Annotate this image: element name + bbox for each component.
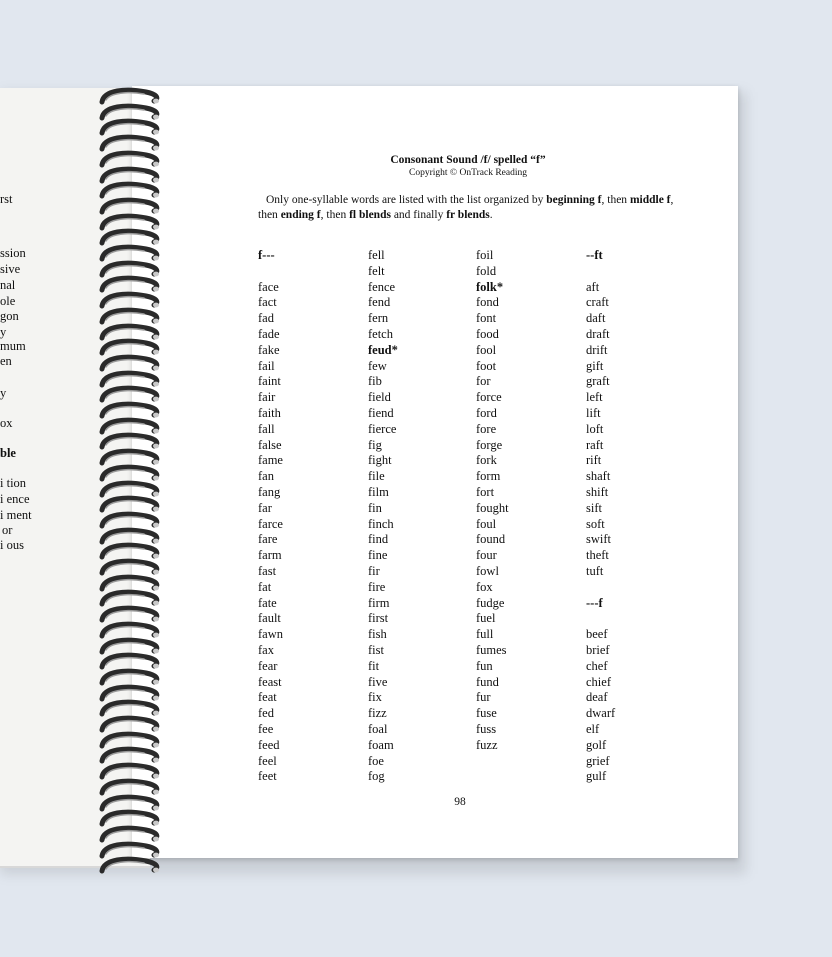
word-list-item: fudge (476, 595, 505, 610)
word-list-item: beef (586, 627, 608, 642)
word-list-item: fax (258, 642, 274, 657)
word-list-item: ford (476, 405, 497, 420)
word-list-item: fine (368, 548, 388, 563)
word-list-item: sift (586, 500, 602, 515)
word-list-item: fiend (368, 405, 394, 420)
word-list-item: fail (258, 358, 275, 373)
word-list-item: left (586, 390, 603, 405)
word-list-item: shaft (586, 469, 611, 484)
word-list-item: fuel (476, 611, 496, 626)
word-list-item: deaf (586, 690, 608, 705)
left-page-fragment: sive (0, 262, 21, 276)
left-page-fragment: en (0, 354, 12, 368)
word-list-item: fair (258, 390, 276, 405)
word-list-item: fire (368, 579, 386, 594)
word-list-item: raft (586, 437, 604, 452)
word-list-item: fig (368, 437, 382, 452)
word-list-item: chief (586, 674, 611, 689)
left-page-fragment: y (0, 386, 7, 400)
word-list-item: form (476, 469, 501, 484)
word-list-item: full (476, 627, 494, 642)
word-list-item: fold (476, 263, 497, 278)
left-page-fragment: ble (0, 446, 16, 460)
word-list-item: first (368, 611, 389, 626)
word-list-item: fin (368, 500, 382, 515)
word-list-item: fare (258, 532, 278, 547)
word-list-item: forge (476, 437, 503, 452)
left-page-fragment: gon (0, 309, 19, 323)
word-column-3 (476, 248, 509, 754)
word-list-item: fan (258, 469, 274, 484)
word-list-item: far (258, 500, 272, 515)
word-list-item: force (476, 390, 502, 405)
word-list-item: fuss (476, 721, 497, 736)
word-list-item (586, 580, 615, 596)
word-list-item: fowl (476, 563, 499, 578)
word-list-item: shift (586, 484, 609, 499)
left-page-fragment: y (0, 325, 7, 339)
word-list-item: fought (476, 500, 509, 515)
word-list-item: fake (258, 342, 280, 357)
word-list-item: fog (368, 769, 385, 784)
word-list-item: foe (368, 753, 384, 768)
left-page-fragment: i ous (0, 538, 24, 552)
word-list-item: false (258, 437, 282, 452)
word-list-item: fumes (476, 642, 507, 657)
word-list-item: fat (258, 579, 272, 594)
word-list-item: fee (258, 721, 274, 736)
word-list-item: fun (476, 658, 493, 673)
word-column-1 (258, 248, 283, 785)
word-list-item: fir (368, 563, 380, 578)
word-list-item: feast (258, 674, 282, 689)
word-list-item: fall (258, 421, 275, 436)
word-list-item: farce (258, 516, 283, 531)
word-list-item: drift (586, 342, 608, 357)
word-list-item: fish (368, 627, 387, 642)
word-list-item: field (368, 390, 391, 405)
left-page-fragment: ole (0, 294, 16, 308)
left-page-fragment: i tion (0, 476, 27, 490)
word-list-item: fame (258, 453, 283, 468)
word-list-item: food (476, 326, 499, 341)
word-list-item: fool (476, 342, 497, 357)
left-page-fragment: i ment (0, 508, 32, 522)
word-list-item: foil (476, 248, 494, 262)
word-list-item: foot (476, 358, 497, 373)
word-list-item: swift (586, 532, 611, 547)
left-page-fragment: nal (0, 278, 16, 292)
word-list-item: foam (368, 737, 394, 752)
word-list-item: fizz (368, 706, 387, 721)
word-list-item: foal (368, 721, 388, 736)
word-list-item: golf (586, 737, 607, 752)
word-list-item: draft (586, 326, 610, 341)
word-list-item: finch (368, 516, 394, 531)
word-list-item: five (368, 674, 388, 689)
word-list-item: theft (586, 548, 609, 563)
word-list-item: fit (368, 658, 380, 673)
word-list-item: fend (368, 295, 391, 310)
word-list-item: faith (258, 405, 281, 420)
word-list-item: fur (476, 690, 491, 705)
word-list-heading: folk* (476, 279, 504, 294)
word-list-item: gulf (586, 769, 607, 784)
word-list-item: fell (368, 248, 385, 262)
word-list-item: fear (258, 658, 278, 673)
word-list-item: four (476, 548, 497, 563)
word-column-4 (586, 248, 615, 785)
word-list-item: aft (586, 279, 600, 294)
word-list-item: feet (258, 769, 277, 784)
intro-paragraph: Only one-syllable words are listed with the list organized by beginning f, then middle f, then ending f, then fl blends and finally fr blends. (258, 194, 674, 221)
word-list-item: fence (368, 279, 396, 294)
word-list-item: tuft (586, 563, 604, 578)
word-list-item: found (476, 532, 506, 547)
word-list-item: fate (258, 595, 277, 610)
word-list-item: for (476, 374, 491, 389)
left-page-fragment: ox (0, 416, 13, 430)
page-number: 98 (454, 796, 466, 808)
word-list-item: fist (368, 642, 384, 657)
word-list-item (586, 264, 615, 280)
word-list-item: few (368, 358, 387, 373)
word-list-item: fuzz (476, 737, 498, 752)
word-list-item: fort (476, 484, 495, 499)
word-list-item: fade (258, 326, 280, 341)
word-list-item: fault (258, 611, 281, 626)
word-list-item: fad (258, 311, 274, 326)
word-list-item: rift (586, 453, 602, 468)
left-page-fragment: i ence (0, 492, 30, 506)
word-list-item: felt (368, 263, 385, 278)
word-list-item: faint (258, 374, 281, 389)
word-list-heading: --ft (586, 248, 603, 262)
word-list-item: fang (258, 484, 281, 499)
word-list-item: daft (586, 311, 606, 326)
word-list-item: feel (258, 753, 277, 768)
word-list-item: fed (258, 706, 274, 721)
word-list-item: grief (586, 753, 610, 768)
word-list-item: fork (476, 453, 497, 468)
word-list-item: fib (368, 374, 382, 389)
word-list-item: farm (258, 548, 282, 563)
left-page-fragment: or (2, 523, 13, 537)
word-list-item: soft (586, 516, 605, 531)
word-list-heading: ---f (586, 595, 603, 610)
page-title: Consonant Sound /f/ spelled “f” (390, 154, 546, 166)
word-list-heading: f--- (258, 248, 275, 262)
word-list-item: fond (476, 295, 499, 310)
word-list-item: lift (586, 405, 601, 420)
word-list-item: loft (586, 421, 604, 436)
word-list-item: feed (258, 737, 280, 752)
word-list-item: file (368, 469, 385, 484)
copyright-line: Copyright © OnTrack Reading (409, 168, 527, 178)
word-list-item: fox (476, 579, 493, 594)
word-list-heading: feud* (368, 342, 398, 357)
word-list-item: fetch (368, 326, 393, 341)
word-list-item: feat (258, 690, 277, 705)
left-page-fragment: rst (0, 192, 13, 206)
word-list-item: fuse (476, 706, 497, 721)
binding-coil (96, 855, 166, 879)
word-list-item (258, 264, 283, 280)
word-list-item: fix (368, 690, 382, 705)
word-list-item: fawn (258, 627, 283, 642)
left-page-fragment: ssion (0, 246, 26, 260)
word-list-item: firm (368, 595, 390, 610)
word-list-item: find (368, 532, 389, 547)
word-list-item: craft (586, 295, 609, 310)
word-list-item: fight (368, 453, 392, 468)
word-list-item: foul (476, 516, 497, 531)
left-page-fragment: mum (0, 339, 26, 353)
word-list-item: film (368, 484, 389, 499)
word-list-item: chef (586, 658, 608, 673)
word-list-item: fore (476, 421, 497, 436)
word-list-item: fierce (368, 421, 397, 436)
word-list-item: fund (476, 674, 499, 689)
word-list-item: fact (258, 295, 277, 310)
word-list-item: font (476, 311, 497, 326)
word-list-item: fern (368, 311, 389, 326)
word-list-item (586, 611, 615, 627)
word-list-item: fast (258, 563, 277, 578)
word-column-2 (368, 248, 398, 785)
word-list-item: graft (586, 374, 610, 389)
word-list-item: dwarf (586, 706, 616, 721)
word-list-item: gift (586, 358, 604, 373)
word-list-item: face (258, 279, 279, 294)
word-list-item: elf (586, 721, 600, 736)
word-list-item: brief (586, 642, 610, 657)
